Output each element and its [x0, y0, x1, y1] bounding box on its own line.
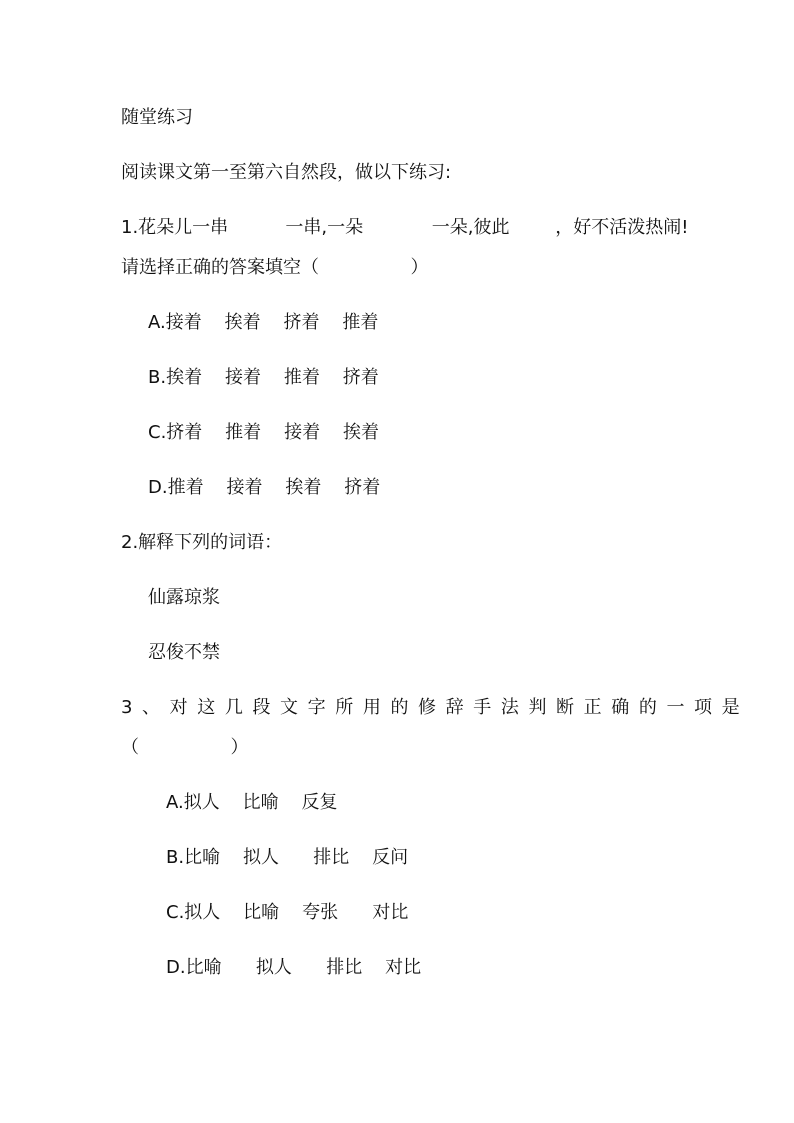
question-1-option-b: B.挨着 接着 推着 挤着 — [148, 367, 379, 388]
question-3-prompt: （ ） — [121, 737, 249, 758]
question-3-option-d: D.比喻 拟人 排比 对比 — [166, 957, 422, 978]
question-3-option-a: A.拟人 比喻 反复 — [166, 792, 338, 813]
question-2-word-2: 忍俊不禁 — [148, 642, 220, 663]
question-1-prompt: 请选择正确的答案填空（ ） — [121, 257, 429, 278]
question-1-option-d: D.推着 接着 挨着 挤着 — [148, 477, 381, 498]
question-1-option-a: A.接着 挨着 挤着 推着 — [148, 312, 379, 333]
question-3-option-b: B.比喻 拟人 排比 反问 — [166, 847, 409, 868]
question-1-option-c: C.挤着 推着 接着 挨着 — [148, 422, 379, 443]
question-2-word-1: 仙露琼浆 — [148, 587, 220, 608]
instruction-text: 阅读课文第一至第六自然段，做以下练习: — [121, 162, 452, 183]
question-1-stem: 1.花朵儿一串 一串,一朵 一朵,彼此 ，好不活泼热闹! — [121, 217, 689, 238]
question-3-stem: 3、对这几段文字所用的修辞手法判断正确的一项是 — [121, 697, 750, 718]
page-title: 随堂练习 — [121, 107, 193, 128]
question-2-stem: 2.解释下列的词语： — [121, 532, 283, 553]
question-3-option-c: C.拟人 比喻 夸张 对比 — [166, 902, 409, 923]
